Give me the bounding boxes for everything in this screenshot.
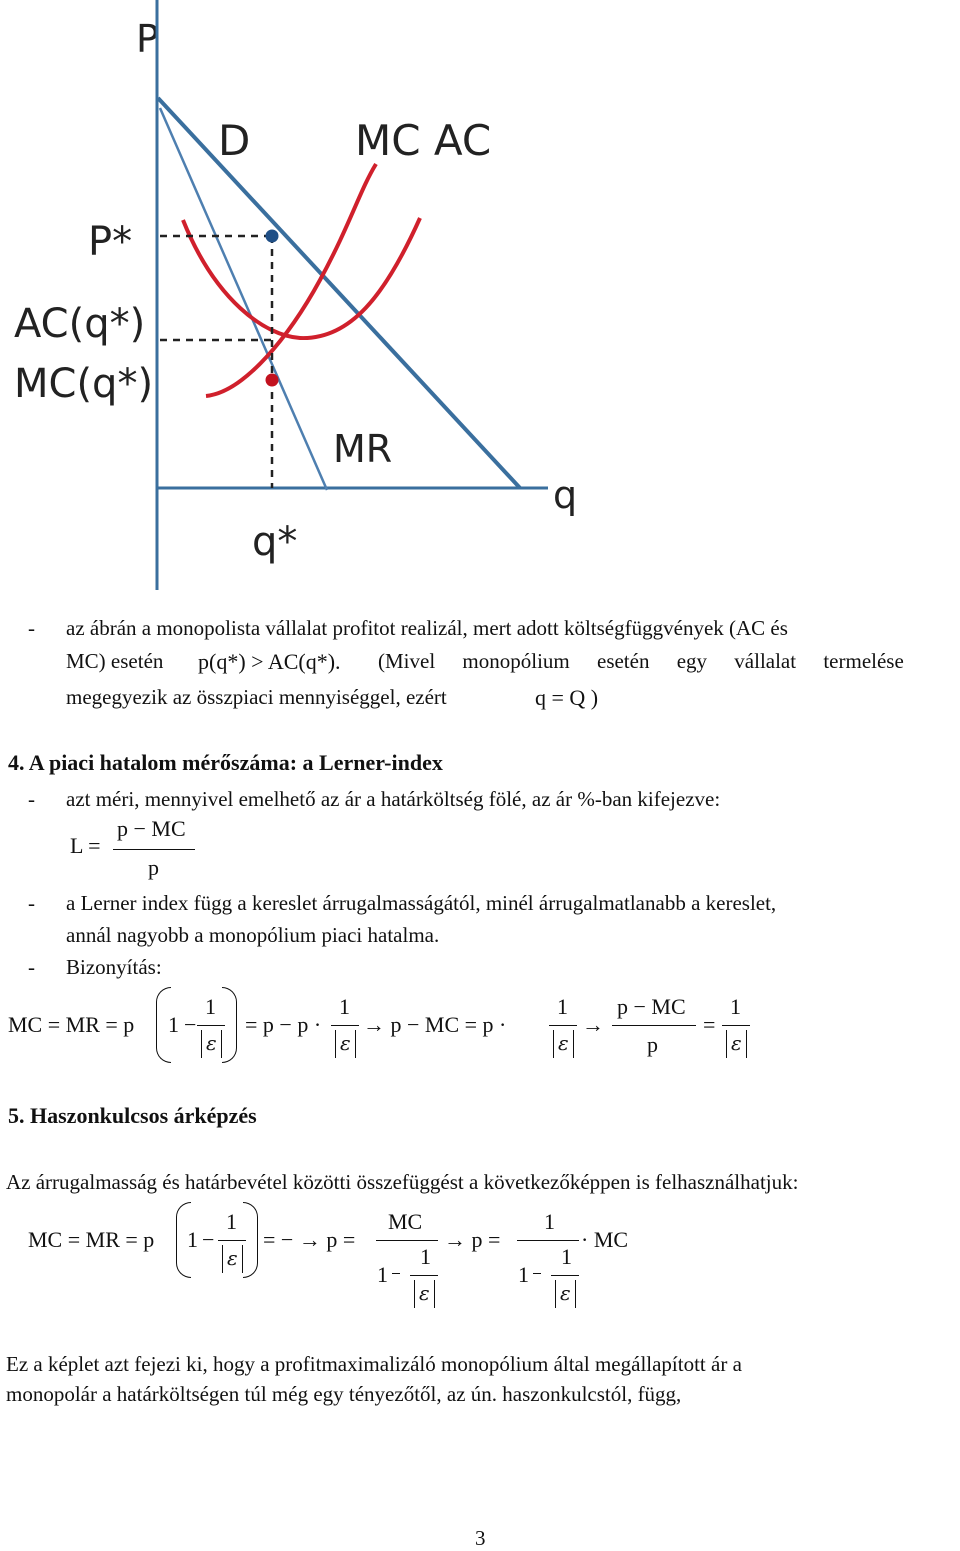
proof-eps-3: ε	[558, 1031, 569, 1055]
proof-label: Bizonyítás:	[66, 955, 162, 979]
profit-line-2b: (Mivel monopólium esetén egy vállalat termelése	[378, 649, 904, 673]
markup-eps-2: ε	[419, 1281, 430, 1305]
acq-label: AC(q*)	[14, 301, 146, 347]
proof-lhs: MC = MR = p	[8, 1012, 135, 1037]
axis-y-label: P	[136, 17, 159, 61]
section-5-outro-line-2: monopolár a határköltségen túl még egy tényezőtől, az ún. haszonkulcstól, függ,	[6, 1382, 682, 1406]
pstar-label: P*	[88, 219, 133, 265]
markup-mc: MC	[388, 1209, 423, 1234]
bullet-dash: -	[28, 616, 35, 640]
section-5-heading: 5. Haszonkulcsos árképzés	[8, 1103, 257, 1128]
proof-eps-4: ε	[731, 1031, 742, 1055]
qstar-label: q*	[252, 519, 298, 565]
proof-eps-2: ε	[340, 1031, 351, 1055]
section-4-heading: 4. A piaci hatalom mérőszáma: a Lerner-index	[8, 750, 443, 775]
section-5-outro-line-1: Ez a képlet azt fejezi ki, hogy a profitmaximalizáló monopólium által megállapított ár a	[6, 1352, 742, 1376]
lerner-numerator: p − MC	[117, 816, 186, 841]
lerner-denominator: p	[148, 855, 159, 880]
lerner-fraction-bar	[113, 849, 195, 850]
axis-x-label: q	[553, 473, 578, 517]
bullet-dash: -	[28, 891, 35, 915]
lerner-definition: azt méri, mennyivel emelhető az ár a határköltség fölé, az ár %-ban kifejezve:	[66, 787, 721, 811]
profit-line-2-math: p(q*) > AC(q*).	[198, 649, 341, 674]
profit-line-3-math: q = Q )	[535, 685, 599, 710]
proof-big-num: p − MC	[617, 994, 686, 1019]
markup-eq-arrow: = − → p =	[263, 1227, 356, 1252]
proof-minus: −	[184, 1012, 197, 1037]
mcq-label: MC(q*)	[14, 361, 154, 407]
proof-one: 1	[168, 1012, 179, 1037]
proof-big-den: p	[647, 1032, 658, 1057]
markup-eps-1: ε	[227, 1246, 238, 1270]
proof-arrow-1: → p − MC = p ·	[363, 1012, 507, 1037]
proof-eq: =	[703, 1012, 716, 1037]
page-number: 3	[475, 1526, 486, 1550]
bullet-dash: -	[28, 955, 35, 979]
mc-curve	[206, 164, 376, 396]
section-5-intro: Az árrugalmasság és határbevétel közötti összefüggést a következőképpen is felhasználhatjuk:	[6, 1170, 799, 1194]
markup-arrow-p: → p =	[444, 1227, 501, 1252]
profit-line-2a: MC) esetén	[66, 649, 164, 673]
lerner-lhs: L =	[70, 833, 101, 858]
lerner-dependency-line-2: annál nagyobb a monopólium piaci hatalma.	[66, 923, 440, 947]
monopoly-profit-figure	[0, 0, 600, 590]
mc-mr-point	[266, 374, 279, 387]
lerner-dependency-line-1: a Lerner index függ a kereslet árrugalmasságától, minél árrugalmatlanabb a kereslet,	[66, 891, 777, 915]
proof-right-paren	[222, 987, 237, 1063]
proof-frac1-num: 1	[205, 994, 216, 1019]
monopoly-diagram	[0, 0, 600, 590]
demand-label: D	[218, 116, 251, 165]
mr-label: MR	[333, 427, 393, 471]
bullet-dash: -	[28, 787, 35, 811]
proof-arrow-2: →	[582, 1012, 604, 1037]
markup-dot-mc: · MC	[581, 1227, 629, 1252]
profit-line-3a: megegyezik az összpiaci mennyiséggel, ezért	[66, 685, 447, 709]
proof-eps-1: ε	[206, 1031, 217, 1055]
pstar-point	[266, 230, 279, 243]
markup-lhs: MC = MR = p	[28, 1227, 155, 1252]
mc-ac-label: MC AC	[355, 116, 492, 165]
mr-curve	[160, 108, 327, 490]
markup-eps-3: ε	[560, 1281, 571, 1305]
proof-eq-pp: = p − p ·	[245, 1012, 322, 1037]
profit-line-1: az ábrán a monopolista vállalat profitot realizál, mert adott költségfüggvények (AC és	[66, 616, 788, 640]
